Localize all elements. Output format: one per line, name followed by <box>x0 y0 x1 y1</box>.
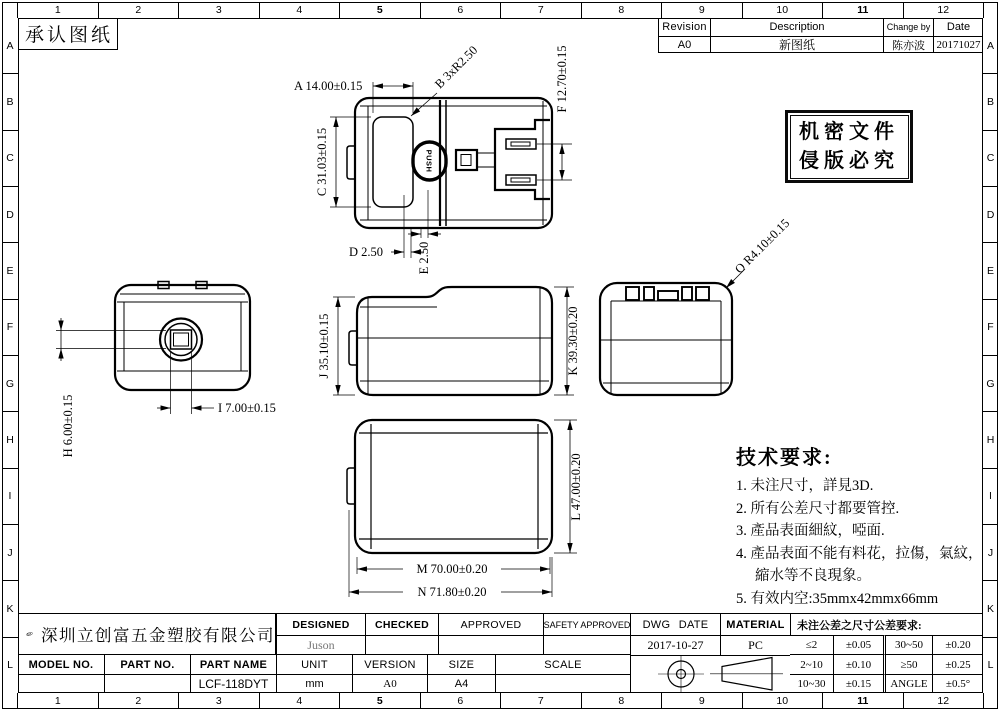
material-value: PC <box>720 635 790 655</box>
corner-tr <box>983 2 998 18</box>
tech-requirement-item: 3. 產品表面細紋，啞面. <box>736 523 885 539</box>
grid-row-label: H <box>2 412 18 468</box>
unit-value: mm <box>276 674 352 693</box>
dim-l-label: L 47.00±0.20 <box>569 453 583 521</box>
designed-header: DESIGNED <box>276 613 365 635</box>
company-cell <box>18 613 276 654</box>
grid-col-label: 6 <box>421 2 502 18</box>
corner-tl <box>2 2 18 18</box>
grid-row-label: I <box>983 469 998 525</box>
grid-row-label: C <box>983 131 998 187</box>
dim-b-label: B 3xR2.50 <box>432 43 481 92</box>
grid-col-label: 9 <box>662 2 743 18</box>
grid-col-label: 4 <box>260 693 341 709</box>
unit-header: UNIT <box>276 654 352 674</box>
dim-k-label: K 39.30±0.20 <box>566 306 580 376</box>
tolerance-value: ±0.05 <box>833 635 883 654</box>
grid-row-label: A <box>983 18 998 74</box>
grid-row-label: J <box>983 525 998 581</box>
checked-header: CHECKED <box>365 613 438 635</box>
tolerance-value: ±0.25 <box>932 654 983 674</box>
dwg-date-header: DWG DATE <box>630 613 720 635</box>
corner-bl <box>2 693 18 709</box>
grid-col-label: 3 <box>179 693 260 709</box>
revision-description: 新图纸 <box>710 37 883 53</box>
model-no-header: MODEL NO. <box>18 654 104 674</box>
grid-col-label: 8 <box>582 2 663 18</box>
tolerance-table-title: 未注公差之尺寸公差要求: <box>790 613 983 635</box>
stamp-line-2: 侵版必究 <box>799 149 899 172</box>
tech-requirement-item: 4. 產品表面不能有料花，拉傷，氣紋，縮水等不良現象。 <box>736 545 983 584</box>
tolerance-range: ≥50 <box>883 654 932 674</box>
part-name-header: PART NAME <box>190 654 276 674</box>
grid-row-label: I <box>2 469 18 525</box>
revision-col-header: Revision <box>658 18 710 37</box>
description-col-header: Description <box>710 18 883 37</box>
corner-br <box>983 693 998 709</box>
tolerance-range: 2~10 <box>790 654 833 674</box>
scale-header: SCALE <box>495 654 630 674</box>
stamp-line-1: 机密文件 <box>799 120 899 143</box>
dim-e-label: E 2.50 <box>417 241 431 275</box>
grid-row-label: F <box>983 300 998 356</box>
grid-row-label: G <box>2 356 18 412</box>
grid-rows-left <box>2 18 18 693</box>
grid-col-label: 11 <box>823 2 904 18</box>
grid-row-label: E <box>2 243 18 299</box>
model-no-value <box>18 674 104 693</box>
grid-row-label: K <box>983 581 998 637</box>
tolerance-value: ±0.5° <box>932 674 983 693</box>
grid-col-label: 10 <box>743 2 824 18</box>
dim-n-label: N 71.80±0.20 <box>417 585 487 599</box>
grid-col-label: 3 <box>179 2 260 18</box>
tolerance-range: ≤2 <box>790 635 833 654</box>
checked-value <box>365 635 438 654</box>
part-name-value: LCF-118DYT <box>190 674 276 693</box>
size-value: A4 <box>427 674 495 693</box>
size-header: SIZE <box>427 654 495 674</box>
dwg-date-value: 2017-10-27 <box>630 635 720 655</box>
grid-row-label: F <box>2 300 18 356</box>
grid-row-label: E <box>983 243 998 299</box>
grid-columns-top <box>18 2 983 18</box>
tech-requirements-title: 技术要求: <box>736 447 833 469</box>
material-header: MATERIAL <box>720 613 790 635</box>
grid-row-label: K <box>2 581 18 637</box>
grid-row-label: L <box>7 659 13 672</box>
scale-value <box>495 674 630 693</box>
version-value: A0 <box>352 674 427 693</box>
revision-change-by: 陈亦波 <box>883 37 933 53</box>
grid-col-label: 4 <box>260 2 341 18</box>
grid-row-label: J <box>2 525 18 581</box>
grid-col-label: 11 <box>823 693 904 709</box>
tolerance-value: ±0.20 <box>932 635 983 654</box>
dim-d-label: D 2.50 <box>349 245 384 259</box>
part-no-header: PART NO. <box>104 654 190 674</box>
company-logo <box>26 619 33 649</box>
grid-col-label: 12 <box>937 4 950 16</box>
tech-requirement-item: 2. 所有公差尺寸都要管控. <box>736 500 900 517</box>
grid-col-label: 8 <box>582 693 663 709</box>
dim-o-label: O R4.10±0.15 <box>732 216 793 277</box>
company-name: 深圳立创富五金塑胶有限公司 <box>41 626 275 645</box>
grid-col-label: 2 <box>99 693 180 709</box>
tolerance-range: 30~50 <box>883 635 932 654</box>
tech-requirements <box>736 441 994 610</box>
grid-row-label: H <box>983 412 998 468</box>
version-header: VERSION <box>352 654 427 674</box>
grid-col-label: 7 <box>501 693 582 709</box>
revision-value: A0 <box>658 37 710 53</box>
tech-requirement-item: 1. 未注尺寸，詳見3D. <box>736 478 874 494</box>
grid-row-label: G <box>983 356 998 412</box>
grid-row-label: D <box>983 187 998 243</box>
designed-value: Juson <box>276 635 365 654</box>
svg-text:E: E <box>29 633 32 637</box>
grid-col-label: 9 <box>662 693 743 709</box>
tolerance-range: 10~30 <box>790 674 833 693</box>
dim-m-label: M 70.00±0.20 <box>416 562 488 576</box>
grid-col-label: 5 <box>340 2 421 18</box>
grid-col-label: 2 <box>99 2 180 18</box>
grid-row-label: L <box>987 659 994 672</box>
safety-approved-value <box>543 635 630 654</box>
dim-a-label: A 14.00±0.15 <box>294 79 363 93</box>
dim-f-label: F 12.70±0.15 <box>555 45 569 113</box>
grid-row-label: C <box>2 131 18 187</box>
approval-title: 承认图纸 <box>18 18 118 50</box>
tech-requirement-item: 5. 有效内空:35mmx42mmx66mm <box>736 590 939 607</box>
grid-col-label: 1 <box>18 693 99 709</box>
grid-col-label: 1 <box>18 2 99 18</box>
dim-i-label: I 7.00±0.15 <box>218 401 276 415</box>
svg-text:X: X <box>26 632 30 637</box>
grid-col-label: 10 <box>743 693 824 709</box>
grid-columns-bottom <box>18 693 983 709</box>
grid-col-label: 6 <box>421 693 502 709</box>
tolerance-value: ±0.15 <box>833 674 883 693</box>
dim-h-label: H 6.00±0.15 <box>61 394 75 458</box>
grid-row-label: B <box>983 74 998 130</box>
change-by-col-header: Change by <box>883 18 933 37</box>
grid-row-label: A <box>2 18 18 74</box>
grid-row-label: D <box>2 187 18 243</box>
date-col-header: Date <box>933 18 983 37</box>
safety-approved-header: SAFETY APPROVED <box>543 613 630 635</box>
projection-symbol-cell <box>630 655 790 693</box>
grid-col-label: 7 <box>501 2 582 18</box>
dim-j-label: J 35.10±0.15 <box>317 313 331 379</box>
revision-date: 20171027 <box>933 37 983 53</box>
dim-c-label: C 31.03±0.15 <box>315 127 329 197</box>
approved-value <box>438 635 543 654</box>
part-no-value <box>104 674 190 693</box>
approved-header: APPROVED <box>438 613 543 635</box>
tolerance-range: ANGLE <box>883 674 932 693</box>
grid-col-label: 5 <box>340 693 421 709</box>
push-button-label: PUSH <box>424 149 434 173</box>
grid-row-label: B <box>2 74 18 130</box>
confidential-stamp <box>785 110 913 183</box>
grid-col-label: 12 <box>937 695 950 707</box>
tolerance-value: ±0.10 <box>833 654 883 674</box>
